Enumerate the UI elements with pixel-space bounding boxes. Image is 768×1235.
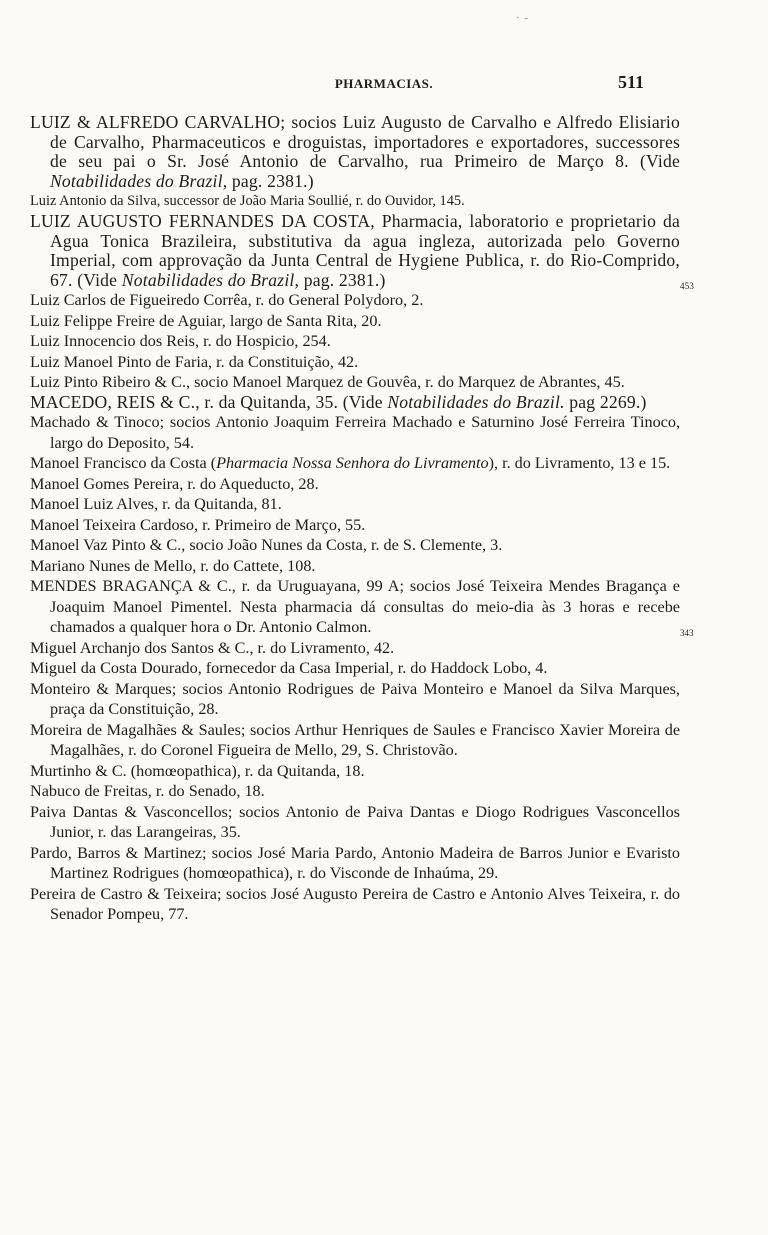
entry-italic: Pharmacia Nossa Senhora do Livramento: [216, 454, 489, 472]
entry-name: Miguel da Costa Dourado: [30, 659, 198, 677]
entry-text: , fornecedor da Casa Imperial, r. do Haddock Lobo, 4.: [197, 659, 548, 677]
list-item: MENDES BRAGANÇA & C., r. da Uruguayana, 99 A; socios José Teixeira Mendes Bragança e Joaquim Manoel Pimentel. Nesta pharmacia dá consultas do meio-dia às 3 horas e recebe chamados a qualquer hora o Dr. Antonio Calmon. 343: [30, 577, 694, 638]
entry-name: Nabuco de Freitas: [30, 782, 148, 800]
list-item: [30, 290, 680, 311]
entry-italic: Notabilidades do Brazil,: [121, 269, 300, 290]
entry-name: MACEDO, REIS & C.: [30, 391, 196, 412]
entry-name: Pardo, Barros & Martinez: [30, 843, 202, 862]
entry-name: Manoel Luiz Alves: [30, 495, 155, 513]
entry-text: , r. da Constituição, 42.: [208, 352, 359, 371]
list-item: [30, 311, 680, 332]
entry-text: , socio João Nunes da Costa, r. de S. Clemente, 3.: [181, 536, 503, 554]
entry-tail: pag 2269.): [564, 391, 647, 412]
entry-name: Luiz Felippe Freire de Aguiar: [30, 311, 222, 330]
pharmacy-list: [30, 112, 695, 925]
top-mark: · -: [516, 12, 530, 24]
entry-text: ; socios Antonio Rodrigues de Paiva Monteiro e Manoel da Silva Marques, praça da Constituição, 28.: [50, 679, 680, 718]
entry-name: Luiz Innocencio dos Reis: [30, 332, 195, 350]
entry-name: Miguel Archanjo dos Santos & C.: [30, 638, 250, 657]
entry-italic: Notabilidades do Brazil,: [50, 170, 228, 191]
entry-italic: Notabilidades do Brazil.: [387, 391, 565, 412]
entry-text: , Pharmacia, laboratorio e proprietario da Agua Tonica Brazileira, substitutiva da agua ingleza, autorizada pelo Governo Imperial, com approvação da Junta Central de Hygiene Publica, r. do Rio-Comprido, 67. (Vide: [50, 211, 680, 290]
entry-text: ; socios Antonio Joaquim Ferreira Machado e Saturnino José Ferreira Tinoco, largo do Deposito, 54.: [50, 413, 681, 452]
entry-text: ; socios José Maria Pardo, Antonio Madeira de Barros Junior e Evaristo Martinez Rodrigues (homœopathica), r. do Visconde de Inhaúma, 29.: [50, 843, 680, 882]
page-header: [0, 70, 768, 94]
entry-name: Luiz Manoel Pinto de Faria: [30, 352, 209, 371]
list-item: [30, 191, 680, 212]
list-item: [30, 679, 680, 720]
entry-text: , r. do General Polydoro, 2.: [247, 291, 424, 309]
entry-name: Monteiro & Marques: [30, 679, 172, 698]
list-item: [30, 412, 680, 453]
entry-text: ; socios Antonio de Paiva Dantas e Diogo Rodrigues Vasconcellos Junior, r. das Larangeiras, 35.: [50, 802, 680, 841]
entry-name: Machado & Tinoco: [30, 413, 160, 431]
list-item: [30, 884, 680, 925]
entry-text: (homœopathica), r. da Quitanda, 18.: [126, 761, 365, 780]
page-number: 511: [618, 72, 645, 92]
entry-name: LUIZ AUGUSTO FERNANDES DA COSTA: [30, 211, 371, 231]
list-item: [30, 638, 680, 659]
entry-name: Manoel Gomes Pereira: [30, 474, 180, 493]
entry-name: Pereira de Castro & Teixeira: [30, 884, 217, 903]
entry-text: , r. do Senado, 18.: [147, 782, 265, 800]
list-item: [30, 535, 680, 556]
entry-text: , r. da Quitanda, 81.: [154, 495, 282, 513]
list-item: [30, 474, 680, 495]
entry-name: Manoel Vaz Pinto & C.: [30, 536, 182, 554]
entry-text: , r. da Quitanda, 35. (Vide: [195, 391, 388, 412]
list-item: [30, 113, 680, 191]
entry-text: , socio Manoel Marquez de Gouvêa, r. do Marquez de Abrantes, 45.: [186, 373, 625, 391]
entry-text: , r. Primeiro de Março, 55.: [194, 515, 366, 534]
entry-name: Luiz Antonio da Silva: [30, 193, 157, 209]
entry-text: (: [206, 454, 217, 472]
list-item: [30, 761, 680, 782]
entry-name: Mariano Nunes de Mello: [30, 556, 193, 575]
list-item: [30, 843, 680, 884]
entry-name: Paiva Dantas & Vasconcellos: [30, 802, 228, 821]
entry-text: , r. do Livramento, 42.: [249, 638, 395, 657]
entry-text: , successor de João Maria Soullié, r. do Ouvidor, 145.: [156, 193, 465, 209]
list-item: [30, 781, 680, 802]
entry-text: ; socios Luiz Augusto de Carvalho e Alfredo Elisiario de Carvalho, Pharmaceuticos e droguistas, importadores e exportadores, successores de seu pai o Sr. José Antonio de Carvalho, rua Primeiro de Março 8. (Vide: [50, 112, 680, 171]
entry-tail: pag. 2381.): [227, 170, 314, 191]
entry-text: , largo de Santa Rita, 20.: [221, 311, 382, 330]
list-item: [30, 372, 680, 393]
list-item: LUIZ AUGUSTO FERNANDES DA COSTA, Pharmacia, laboratorio e proprietario da Agua Tonica Brazileira, substitutiva da agua ingleza, autorizada pelo Governo Imperial, com approvação da Junta Central de Hygiene Publica, r. do Rio-Comprido, 67. (Vide Notabilidades do Brazil, pag. 2381.) 453: [30, 211, 695, 291]
list-item: [30, 453, 680, 474]
list-item: [30, 494, 680, 515]
list-item: [30, 393, 680, 413]
running-title: PHARMACIAS.: [334, 76, 434, 91]
list-item: [30, 658, 680, 679]
entry-tail: pag. 2381.): [299, 269, 386, 290]
entry-name: Manoel Teixeira Cardoso: [30, 515, 194, 534]
list-item: [30, 352, 680, 373]
entry-name: Luiz Carlos de Figueiredo Corrêa: [30, 291, 248, 309]
entry-name: Luiz Pinto Ribeiro & C.: [30, 373, 187, 391]
entry-name: Murtinho & C.: [30, 761, 127, 780]
list-item: [30, 720, 680, 761]
entry-text: , r. da Uruguayana, 99 A; socios José Teixeira Mendes Bragança e Joaquim Manoel Pimentel. Nesta pharmacia dá consultas do meio-dia às 3 horas e recebe chamados a qualquer hora o Dr. Antonio Calmon.: [50, 577, 680, 636]
list-item: [30, 331, 680, 352]
entry-text: , r. do Aqueducto, 28.: [179, 474, 319, 493]
list-item: [30, 556, 680, 577]
entry-text: , r. do Cattete, 108.: [192, 556, 316, 575]
entry-text: ; socios José Augusto Pereira de Castro e Antonio Alves Teixeira, r. do Senador Pompeu, 77.: [50, 884, 681, 923]
entry-tail: ), r. do Livramento, 13 e 15.: [488, 454, 671, 472]
entry-name: Manoel Francisco da Costa: [30, 454, 207, 472]
entry-name: LUIZ & ALFREDO CARVALHO: [30, 112, 281, 132]
list-item: [30, 515, 680, 536]
list-item: [30, 802, 680, 843]
entry-text: ; socios Arthur Henriques de Saules e Francisco Xavier Moreira de Magalhães, r. do Coronel Figueira de Mello, 29, S. Christovão.: [50, 720, 680, 759]
entry-text: , r. do Hospicio, 254.: [194, 332, 331, 350]
entry-name: Moreira de Magalhães & Saules: [30, 720, 241, 739]
entry-name: MENDES BRAGANÇA & C.: [30, 577, 232, 595]
